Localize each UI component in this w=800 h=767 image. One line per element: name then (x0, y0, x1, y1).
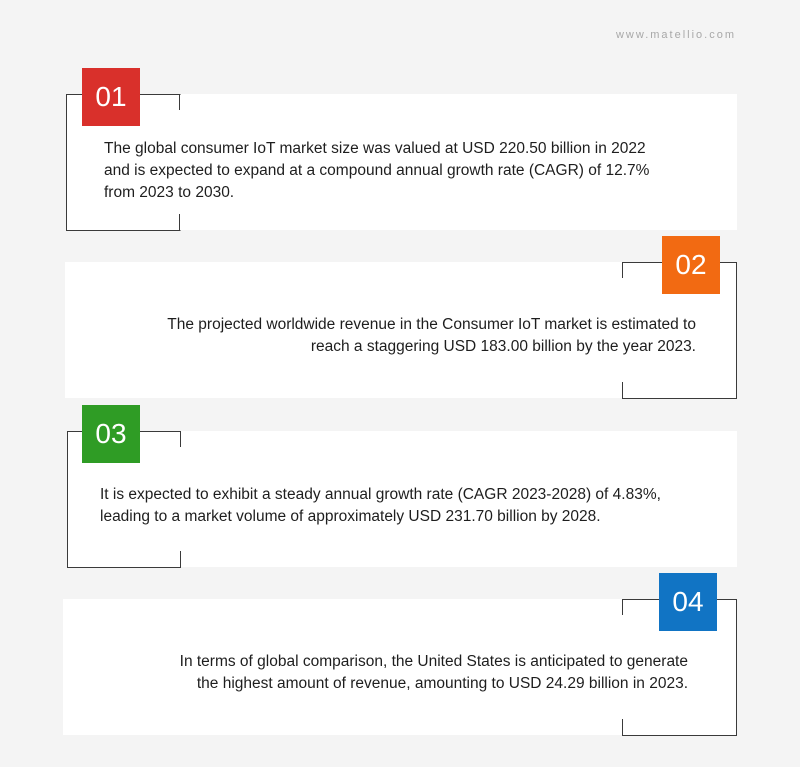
card-3-bracket-tick-top (180, 431, 181, 447)
card-2-bracket-tick-top (622, 262, 623, 278)
card-3-bracket-tick-bottom (180, 551, 181, 567)
card-4-bracket-tick-top (622, 599, 623, 615)
card-1-bracket-tick-top (179, 94, 180, 110)
card-3-text (100, 484, 730, 528)
card-3-line-2: leading to a market volume of approximately USD 231.70 billion by 2028. (100, 508, 601, 525)
card-2-bracket-tick-bottom (622, 382, 623, 398)
card-4-bracket-tick-bottom (622, 719, 623, 735)
card-1-line-2: and is expected to expand at a compound annual growth rate (CAGR) of 12.7% (104, 162, 650, 179)
watermark-url: www.matellio.com (615, 29, 736, 41)
card-1-line-3: from 2023 to 2030. (104, 184, 235, 201)
card-1-bracket-tick-bottom (179, 214, 180, 230)
card-1-text (104, 138, 724, 204)
card-2-text (80, 314, 696, 358)
card-4-text (80, 651, 688, 695)
card-1-line-1: The global consumer IoT market size was valued at USD 220.50 billion in 2022 (104, 140, 646, 157)
badge-02: 02 (662, 236, 720, 294)
card-4-line-1: In terms of global comparison, the United States is anticipated to generate (179, 653, 688, 670)
badge-01: 01 (82, 68, 140, 126)
card-2-line-1: The projected worldwide revenue in the Consumer IoT market is estimated to (167, 316, 696, 333)
card-3-line-1: It is expected to exhibit a steady annual growth rate (CAGR 2023-2028) of 4.83%, (100, 486, 661, 503)
card-4-line-2: the highest amount of revenue, amounting to USD 24.29 billion in 2023. (196, 675, 688, 692)
badge-03: 03 (82, 405, 140, 463)
badge-04: 04 (659, 573, 717, 631)
card-2-line-2: reach a staggering USD 183.00 billion by the year 2023. (310, 338, 696, 355)
